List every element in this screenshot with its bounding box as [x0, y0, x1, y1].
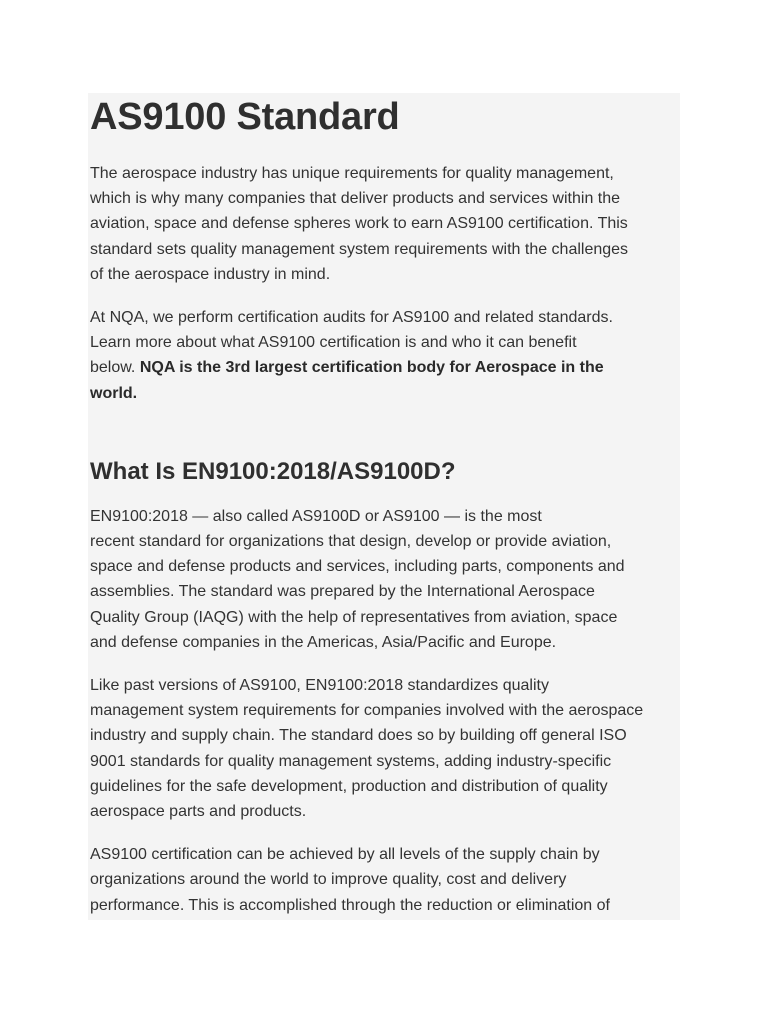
text-line: standard sets quality management system requirements with the challenges: [90, 240, 629, 258]
text-line: organizations around the world to improve quality, cost and delivery: [90, 871, 567, 889]
text-segment: below.: [90, 359, 140, 377]
text-line: and defense companies in the Americas, Asia/Pacific and Europe.: [90, 633, 557, 651]
text-line: The aerospace industry has unique requirements for quality management,: [90, 165, 614, 182]
text-line: Like past versions of AS9100, EN9100:2018 standardizes quality: [90, 677, 549, 695]
text-line: 9001 standards for quality management systems, adding industry-specific: [90, 752, 612, 770]
section-paragraph: [90, 504, 680, 655]
intro-paragraph: [90, 161, 680, 287]
text-line: At NQA, we perform certification audits for AS9100 and related standards.: [90, 309, 613, 327]
text-line: guidelines for the safe development, production and distribution of quality: [90, 777, 608, 795]
text-line: recent standard for organizations that design, develop or provide aviation,: [90, 533, 612, 551]
content-panel: [88, 93, 680, 920]
nqa-highlight-text: NQA is the 3rd largest certification body for Aerospace in the: [139, 359, 604, 377]
nqa-paragraph: [90, 305, 680, 406]
text-line: AS9100 certification can be achieved by all levels of the supply chain by: [90, 846, 600, 864]
text-line: industry and supply chain. The standard does so by building off general ISO: [90, 727, 627, 745]
text-line: space and defense products and services, including parts, components and: [90, 558, 625, 576]
text-line: EN9100:2018 — also called AS9100D or AS9100 — is the most: [90, 507, 542, 525]
text-line: which is why many companies that deliver products and services within the: [90, 190, 621, 208]
page-title: AS9100 Standard: [90, 96, 400, 138]
section-heading: What Is EN9100:2018/AS9100D?: [90, 457, 456, 485]
text-line: [90, 355, 680, 380]
text-line: [90, 381, 680, 406]
text-line: assemblies. The standard was prepared by the International Aerospace: [90, 583, 595, 601]
nqa-highlight-text: world.: [90, 384, 138, 402]
text-line: management system requirements for companies involved with the aerospace: [90, 702, 644, 720]
section-paragraph: [90, 673, 680, 824]
article-body: [88, 93, 680, 918]
text-line: aviation, space and defense spheres work to earn AS9100 certification. This: [90, 215, 628, 233]
text-line: aerospace parts and products.: [90, 803, 307, 821]
text-line: performance. This is accomplished through the reduction or elimination of: [90, 896, 610, 914]
text-line: Quality Group (IAQG) with the help of representatives from aviation, space: [90, 608, 618, 626]
text-line: of the aerospace industry in mind.: [90, 265, 331, 283]
text-line: Learn more about what AS9100 certification is and who it can benefit: [90, 334, 577, 352]
section-paragraph: [90, 842, 680, 918]
